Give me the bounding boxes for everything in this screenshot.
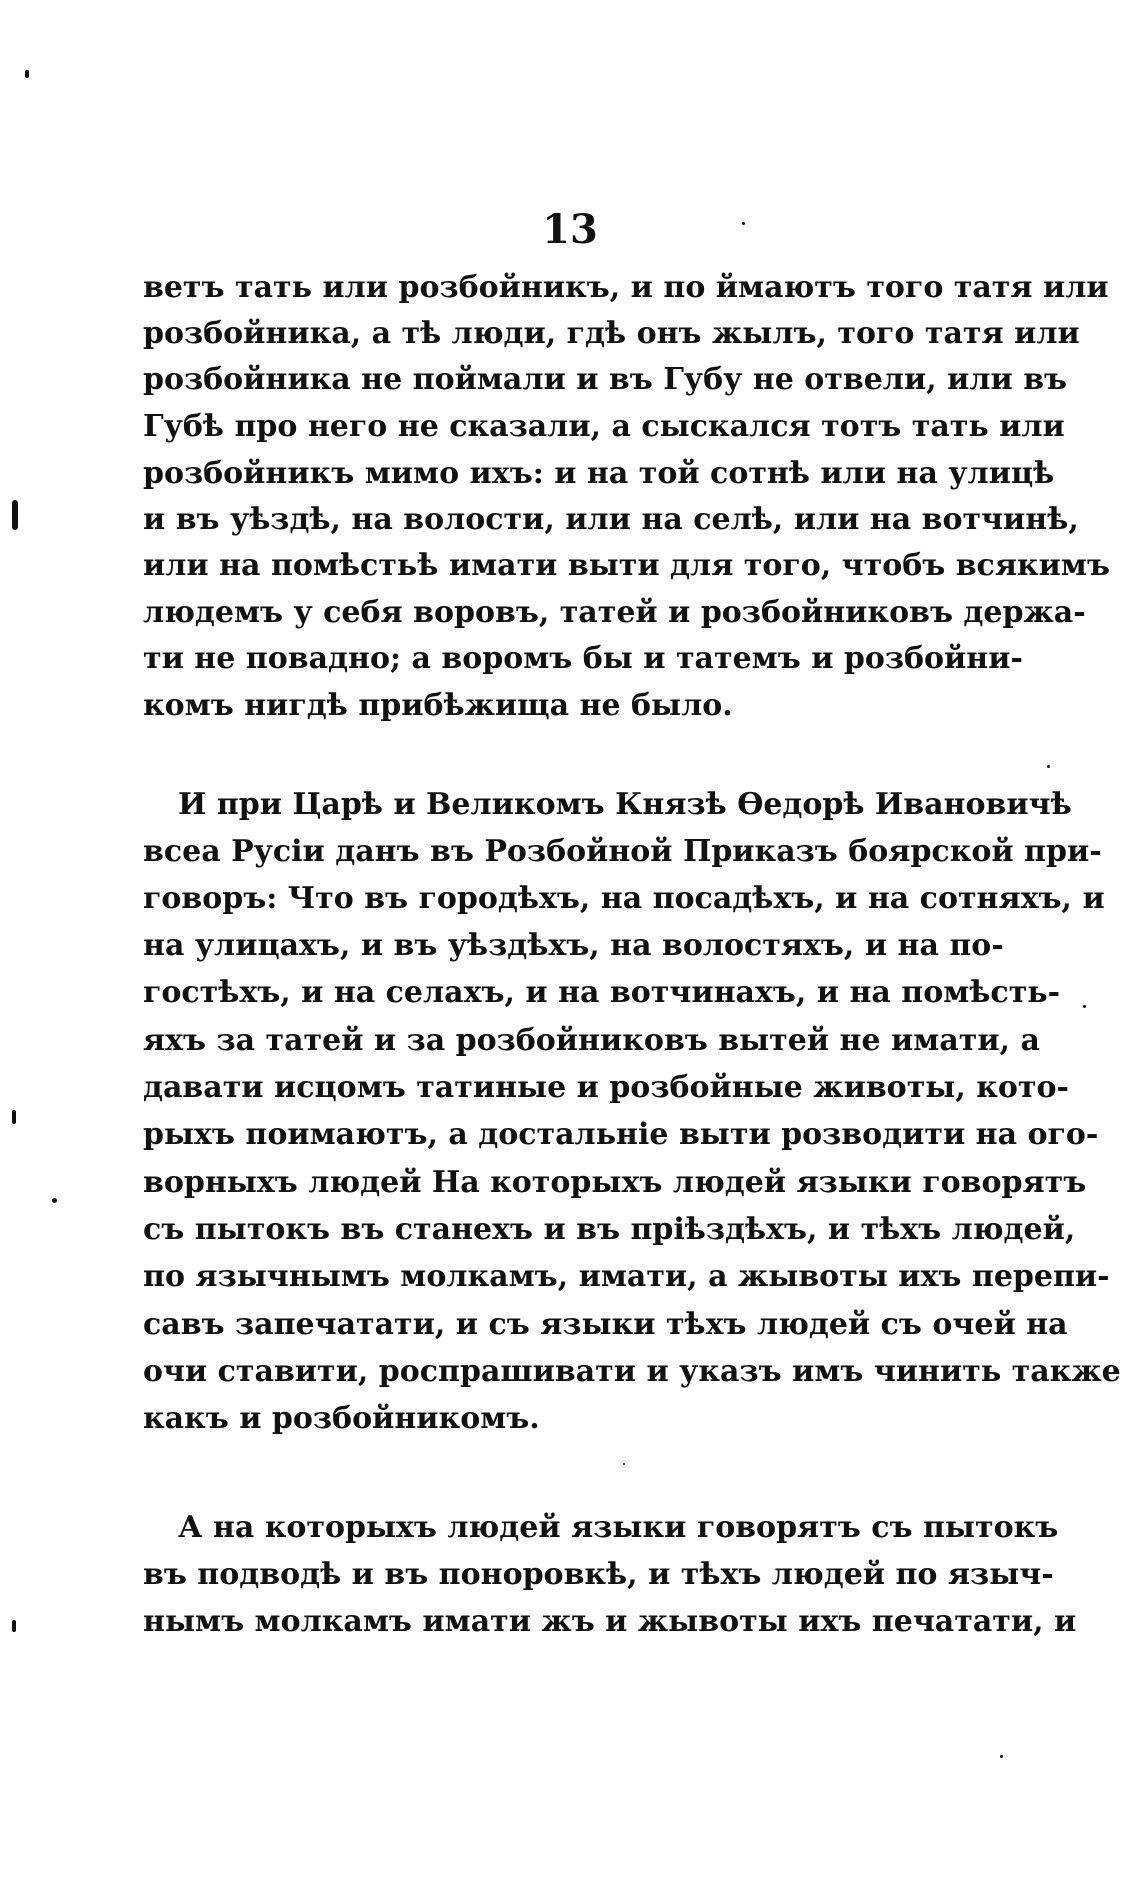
- text-line: по язычнымъ молкамъ, имати, а жывоты ихъ перепи-: [143, 1259, 1110, 1294]
- text-line: говоръ: Что въ городѣхъ, на посадѣхъ, и на сотняхъ, и: [143, 881, 1105, 916]
- scan-speck: [742, 222, 745, 225]
- text-line: очи ставити, роспрашивати и указъ имъ чинить также: [143, 1354, 1121, 1389]
- text-line: рыхъ поимаютъ, а достальніе выти розводити на ого-: [143, 1117, 1099, 1152]
- scan-speck: [12, 1620, 16, 1632]
- scan-speck: [1047, 765, 1050, 768]
- scan-speck: [12, 1110, 16, 1124]
- text-line: розбойника, а тѣ люди, гдѣ онъ жылъ, того татя или: [143, 316, 1080, 351]
- text-line: людемъ у себя воровъ, татей и розбойниковъ держа-: [143, 595, 1086, 630]
- scan-speck: [12, 500, 18, 530]
- text-line: комъ нигдѣ прибѣжища не было.: [143, 688, 733, 723]
- text-line: розбойникъ мимо ихъ: и на той сотнѣ или на улицѣ: [143, 456, 1055, 491]
- text-line: савъ запечатати, и съ языки тѣхъ людей съ очей на: [143, 1307, 1068, 1342]
- text-line: ветъ тать или розбойникъ, и по ймаютъ того татя или: [143, 270, 1109, 305]
- text-line: гостѣхъ, и на селахъ, и на вотчинахъ, и на помѣсть-: [143, 975, 1061, 1010]
- text-line: какъ и розбойникомъ.: [143, 1401, 540, 1436]
- text-line: въ подводѣ и въ поноровкѣ, и тѣхъ людей по языч-: [143, 1557, 1054, 1592]
- text-line: А на которыхъ людей языки говорятъ съ пытокъ: [178, 1510, 1059, 1545]
- text-line: яхъ за татей и за розбойниковъ вытей не имати, а: [143, 1023, 1040, 1058]
- text-line: Губѣ про него не сказали, а сыскался тотъ тать или: [143, 409, 1065, 444]
- text-line: ворныхъ людей На которыхъ людей языки говорятъ: [143, 1165, 1087, 1200]
- scan-speck: [25, 70, 29, 78]
- text-line: всеа Русіи данъ въ Розбойной Приказъ боярской при-: [143, 834, 1102, 869]
- text-line: давати исцомъ татиные и розбойные животы, кото-: [143, 1070, 1069, 1105]
- text-line: или на помѣстьѣ имати выти для того, чтобъ всякимъ: [143, 548, 1110, 583]
- scan-speck: [623, 1463, 625, 1465]
- text-line: ти не повадно; а воромъ бы и татемъ и розбойни-: [143, 641, 1023, 676]
- page-number: 13: [542, 206, 598, 253]
- scan-speck: [52, 1198, 57, 1203]
- text-line: и въ уѣздѣ, на волости, или на селѣ, или на вотчинѣ,: [143, 502, 1079, 537]
- text-line: на улицахъ, и въ уѣздѣхъ, на волостяхъ, и на по-: [143, 928, 1004, 963]
- scan-speck: [1083, 1005, 1086, 1008]
- scan-speck: [1000, 1755, 1003, 1758]
- text-line: И при Царѣ и Великомъ Князѣ Өедорѣ Ивановичѣ: [178, 787, 1072, 822]
- text-line: съ пытокъ въ станехъ и въ пріѣздѣхъ, и тѣхъ людей,: [143, 1212, 1076, 1247]
- text-line: розбойника не поймали и въ Губу не отвели, или въ: [143, 362, 1068, 397]
- text-line: нымъ молкамъ имати жъ и жывоты ихъ печатати, и: [143, 1604, 1077, 1639]
